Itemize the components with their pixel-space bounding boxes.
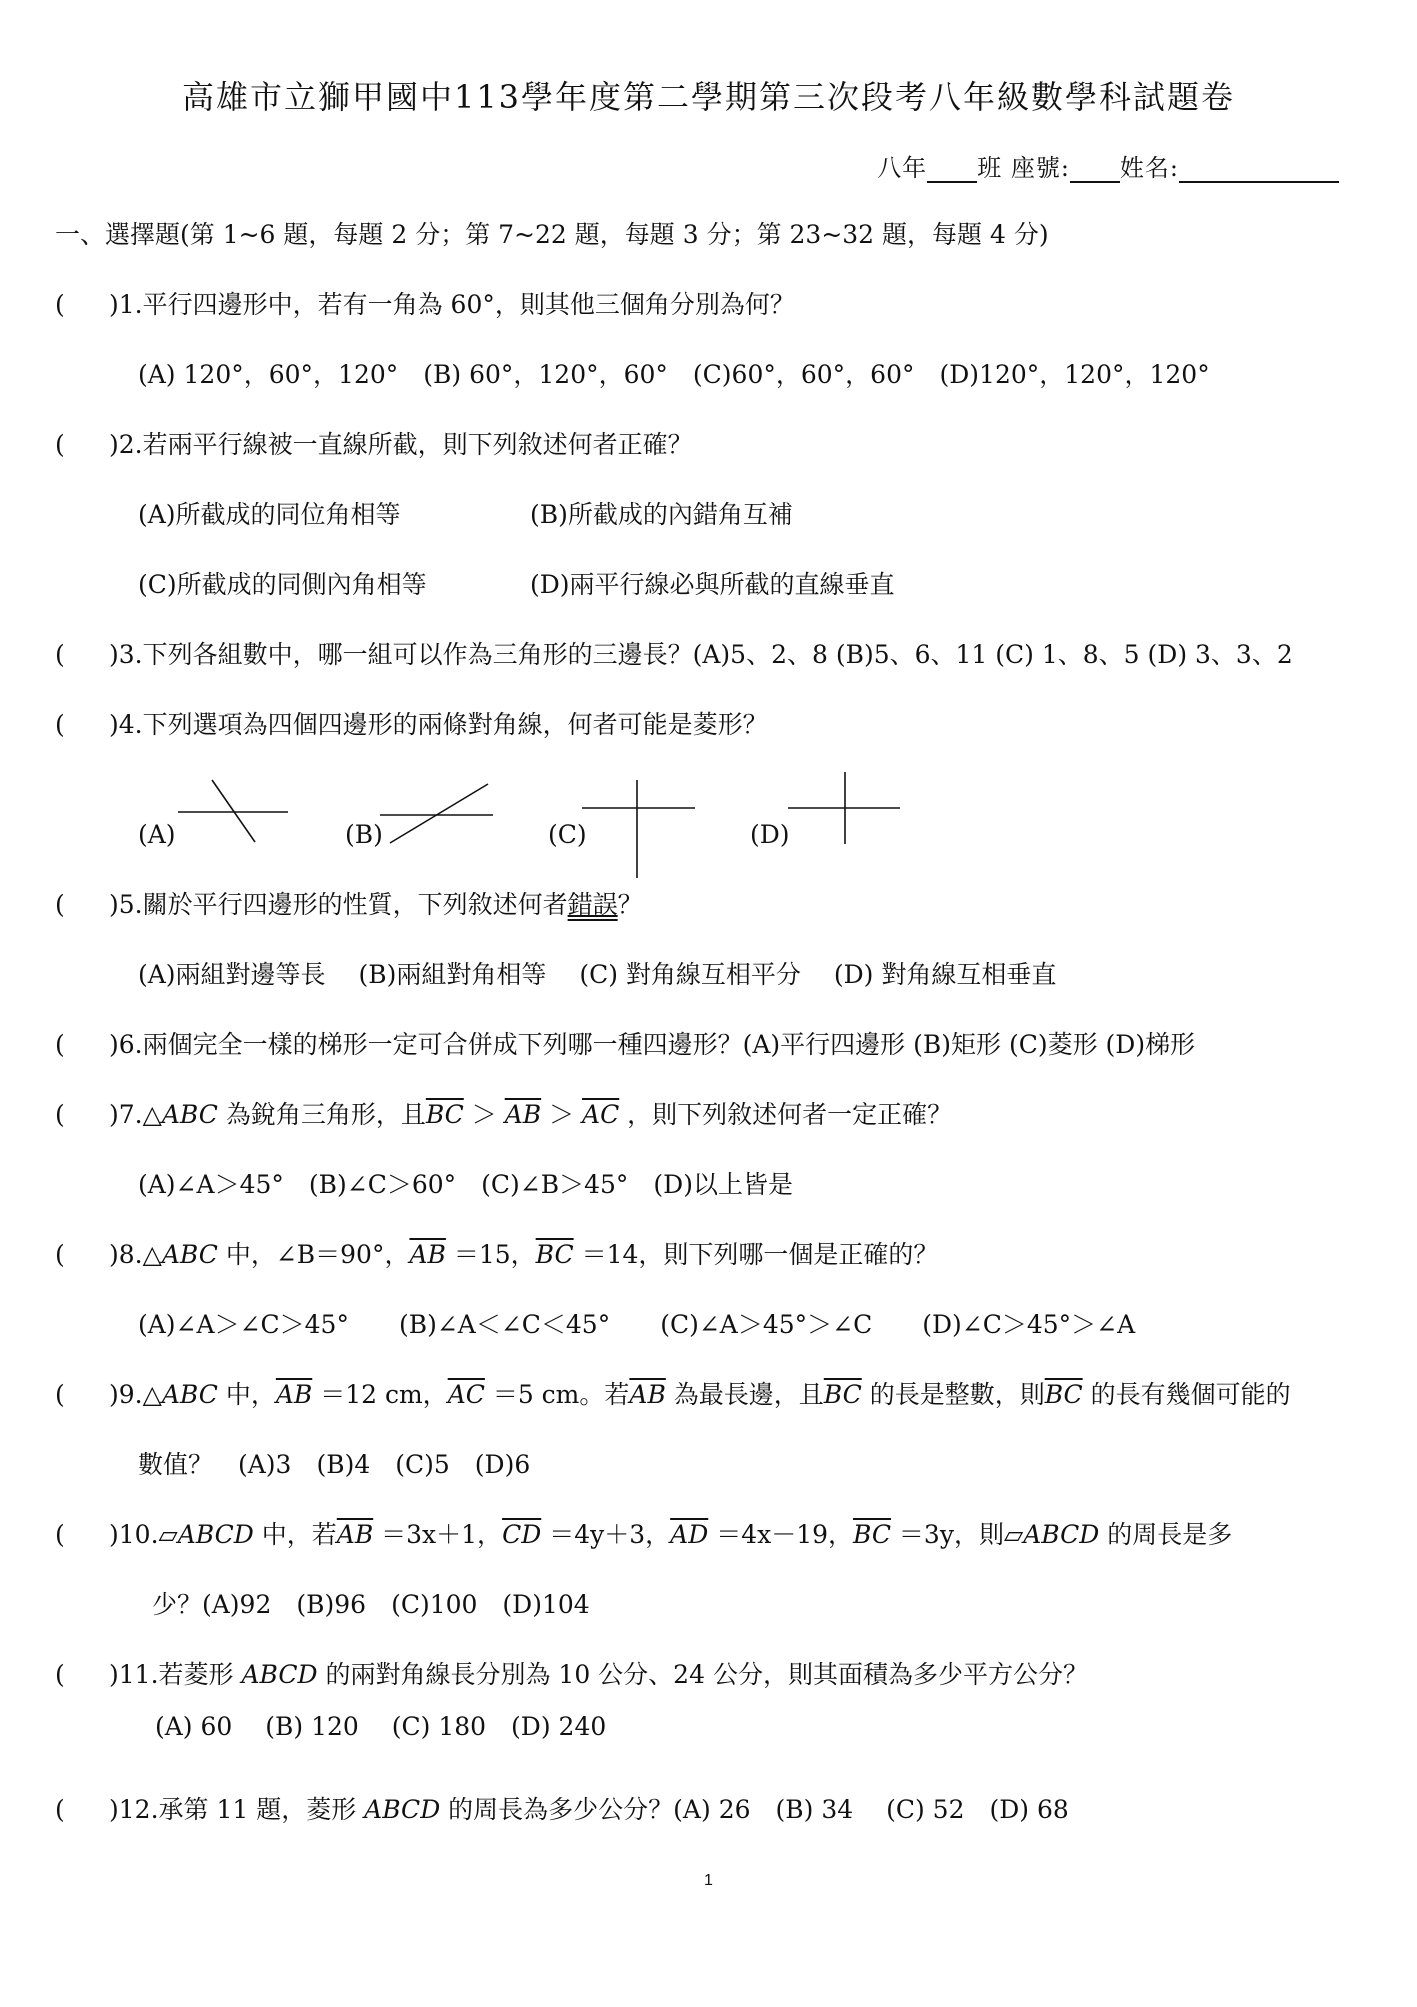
question-10-text-6: ＝3y，則▱ — [890, 1520, 1024, 1549]
greater-than: ＞ — [463, 1100, 505, 1129]
question-2-option-b: (B)所截成的內錯角互補 — [530, 500, 793, 529]
question-5-emphasis: 錯誤 — [567, 890, 618, 919]
seat-blank[interactable] — [1070, 157, 1120, 183]
answer-paren[interactable]: ( — [55, 1520, 65, 1549]
question-6-text: )6.兩個完全一樣的梯形一定可合併成下列哪一種四邊形？(A)平行四邊形 (B)矩形 (C)菱形 (D)梯形 — [109, 1030, 1196, 1059]
question-2 — [55, 425, 693, 461]
greater-than: ＞ — [541, 1100, 583, 1129]
diagonal-b-slanted — [390, 784, 488, 843]
question-3 — [55, 635, 1293, 671]
answer-paren[interactable]: ( — [55, 640, 65, 669]
question-4-text: )4.下列選項為四個四邊形的兩條對角線，何者可能是菱形？ — [109, 710, 768, 739]
question-4-option-b: (B) — [345, 820, 383, 849]
question-5 — [55, 885, 643, 921]
question-10-text-5: ＝4x－19， — [708, 1520, 854, 1549]
question-8 — [55, 1235, 938, 1271]
question-10-text: )10.▱ — [109, 1520, 178, 1549]
triangle-name: ABC — [161, 1380, 218, 1409]
question-10-continuation: 少？(A)92 (B)96 (C)100 (D)104 — [152, 1590, 590, 1619]
question-8-text-4: ＝14，則下列哪一個是正確的？ — [573, 1240, 939, 1269]
question-2-option-c: (C)所截成的同側內角相等 — [138, 570, 427, 599]
question-8-text: )8.△ — [109, 1240, 162, 1269]
question-1 — [55, 285, 795, 321]
answer-paren[interactable]: ( — [55, 430, 65, 459]
question-10-text-3: ＝3x＋1， — [373, 1520, 503, 1549]
answer-paren[interactable]: ( — [55, 1240, 65, 1269]
segment-bc: $\overline{BC}$ — [823, 1380, 862, 1409]
question-7-options: (A)∠A＞45° (B)∠C＞60° (C)∠B＞45° (D)以上皆是 — [138, 1170, 793, 1199]
question-11-options: (A) 60 (B) 120 (C) 180 (D) 240 — [155, 1712, 607, 1741]
student-info — [877, 148, 1339, 183]
segment-ad: $\overline{AD}$ — [670, 1520, 709, 1549]
diagonal-a-slanted — [212, 780, 255, 842]
segment-ab: $\overline{AB}$ — [336, 1520, 374, 1549]
section-heading: 一、選擇題(第 1~6 題，每題 2 分；第 7~22 題，每題 3 分；第 23~32 題，每題 4 分) — [55, 220, 1049, 249]
question-6 — [55, 1025, 1195, 1061]
answer-paren[interactable]: ( — [55, 1030, 65, 1059]
question-11-text: )11.若菱形 — [109, 1660, 242, 1689]
question-11-text-2: 的兩對角線長分別為 10 公分、24 公分，則其面積為多少平方公分？ — [317, 1660, 1088, 1689]
question-2-text: )2.若兩平行線被一直線所截，則下列敘述何者正確？ — [109, 430, 693, 459]
parallelogram-name: ABCD — [1023, 1520, 1100, 1549]
question-8-text-2: 中，∠B＝90°， — [217, 1240, 410, 1269]
question-4-option-a: (A) — [138, 820, 176, 849]
answer-paren[interactable]: ( — [55, 1660, 65, 1689]
question-12 — [55, 1790, 1069, 1826]
segment-bc: $\overline{BC}$ — [535, 1240, 574, 1269]
segment-ab: $\overline{AB}$ — [409, 1240, 446, 1269]
segment-bc: $\overline{BC}$ — [853, 1520, 891, 1549]
question-9-text-5: 為最長邊，且 — [665, 1380, 824, 1409]
answer-paren[interactable]: ( — [55, 1795, 65, 1824]
question-12-text-2: 的周長為多少公分？(A) 26 (B) 34 (C) 52 (D) 68 — [440, 1795, 1069, 1824]
question-11 — [55, 1655, 1088, 1691]
question-4-option-d: (D) — [750, 820, 790, 849]
segment-bc: $\overline{BC}$ — [1044, 1380, 1083, 1409]
question-1-text: )1.平行四邊形中，若有一角為 60°，則其他三個角分別為何？ — [109, 290, 795, 319]
question-9-text-4: ＝5 cm。若 — [484, 1380, 630, 1409]
name-blank[interactable] — [1179, 157, 1339, 183]
question-1-options: (A) 120°，60°，120° (B) 60°，120°，60° (C)60°，60°，60° (D)120°，120°，120° — [138, 360, 1210, 389]
diagonals-figure — [0, 760, 1417, 890]
question-5-text: )5.關於平行四邊形的性質，下列敘述何者 — [109, 890, 568, 919]
answer-paren[interactable]: ( — [55, 1380, 65, 1409]
question-9-text-3: ＝12 cm， — [312, 1380, 448, 1409]
question-2-option-a: (A)所截成的同位角相等 — [138, 500, 401, 529]
question-7-text-3: ，則下列敘述何者一定正確？ — [619, 1100, 953, 1129]
answer-paren[interactable]: ( — [55, 710, 65, 739]
exam-title: 高雄市立獅甲國中113學年度第二學期第三次段考八年級數學科試題卷 — [181, 78, 1236, 116]
question-9-text-6: 的長是整數，則 — [861, 1380, 1045, 1409]
class-blank[interactable] — [927, 157, 977, 183]
question-5-text-end: ？ — [617, 890, 643, 919]
question-9-text-2: 中， — [217, 1380, 276, 1409]
question-10-text-7: 的周長是多 — [1099, 1520, 1233, 1549]
triangle-name: ABC — [161, 1240, 218, 1269]
question-8-text-3: ＝15， — [445, 1240, 536, 1269]
question-9 — [55, 1375, 1291, 1411]
question-8-options: (A)∠A＞∠C＞45° (B)∠A＜∠C＜45° (C)∠A＞45°＞∠C (D)∠C＞45°＞∠A — [138, 1310, 1136, 1339]
question-2-option-d: (D)兩平行線必與所截的直線垂直 — [530, 570, 895, 599]
question-9-continuation: 數值？ (A)3 (B)4 (C)5 (D)6 — [138, 1450, 531, 1479]
question-12-text: )12.承第 11 題，菱形 — [109, 1795, 365, 1824]
question-7-text: )7.△ — [109, 1100, 162, 1129]
question-3-text: )3.下列各組數中，哪一組可以作為三角形的三邊長？(A)5、2、8 (B)5、6、11 (C) 1、8、5 (D) 3、3、2 — [109, 640, 1293, 669]
question-10 — [55, 1515, 1232, 1551]
question-7-text-2: 為銳角三角形，且 — [217, 1100, 426, 1129]
question-9-text: )9.△ — [109, 1380, 162, 1409]
segment-bc: $\overline{BC}$ — [425, 1100, 464, 1129]
seat-label: 班 座號: — [977, 154, 1070, 182]
triangle-name: ABC — [161, 1100, 218, 1129]
segment-ab: $\overline{AB}$ — [504, 1100, 542, 1129]
question-7 — [55, 1095, 952, 1131]
rhombus-name: ABCD — [241, 1660, 318, 1689]
answer-paren[interactable]: ( — [55, 890, 65, 919]
segment-ab: $\overline{AB}$ — [629, 1380, 666, 1409]
answer-paren[interactable]: ( — [55, 290, 65, 319]
segment-ab: $\overline{AB}$ — [275, 1380, 313, 1409]
question-4 — [55, 705, 768, 741]
question-5-options: (A)兩組對邊等長 (B)兩組對角相等 (C) 對角線互相平分 (D) 對角線互相垂直 — [138, 960, 1057, 989]
class-label: 八年 — [877, 154, 928, 182]
question-4-option-c: (C) — [548, 820, 587, 849]
page-number: 1 — [704, 1872, 713, 1889]
segment-ac: $\overline{AC}$ — [582, 1100, 620, 1129]
name-label: 姓名: — [1119, 154, 1179, 182]
parallelogram-name: ABCD — [177, 1520, 254, 1549]
segment-ac: $\overline{AC}$ — [447, 1380, 485, 1409]
question-10-text-4: ＝4y＋3， — [541, 1520, 671, 1549]
question-10-text-2: 中，若 — [253, 1520, 337, 1549]
question-9-text-7: 的長有幾個可能的 — [1082, 1380, 1291, 1409]
segment-cd: $\overline{CD}$ — [502, 1520, 542, 1549]
answer-paren[interactable]: ( — [55, 1100, 65, 1129]
rhombus-name: ABCD — [364, 1795, 441, 1824]
